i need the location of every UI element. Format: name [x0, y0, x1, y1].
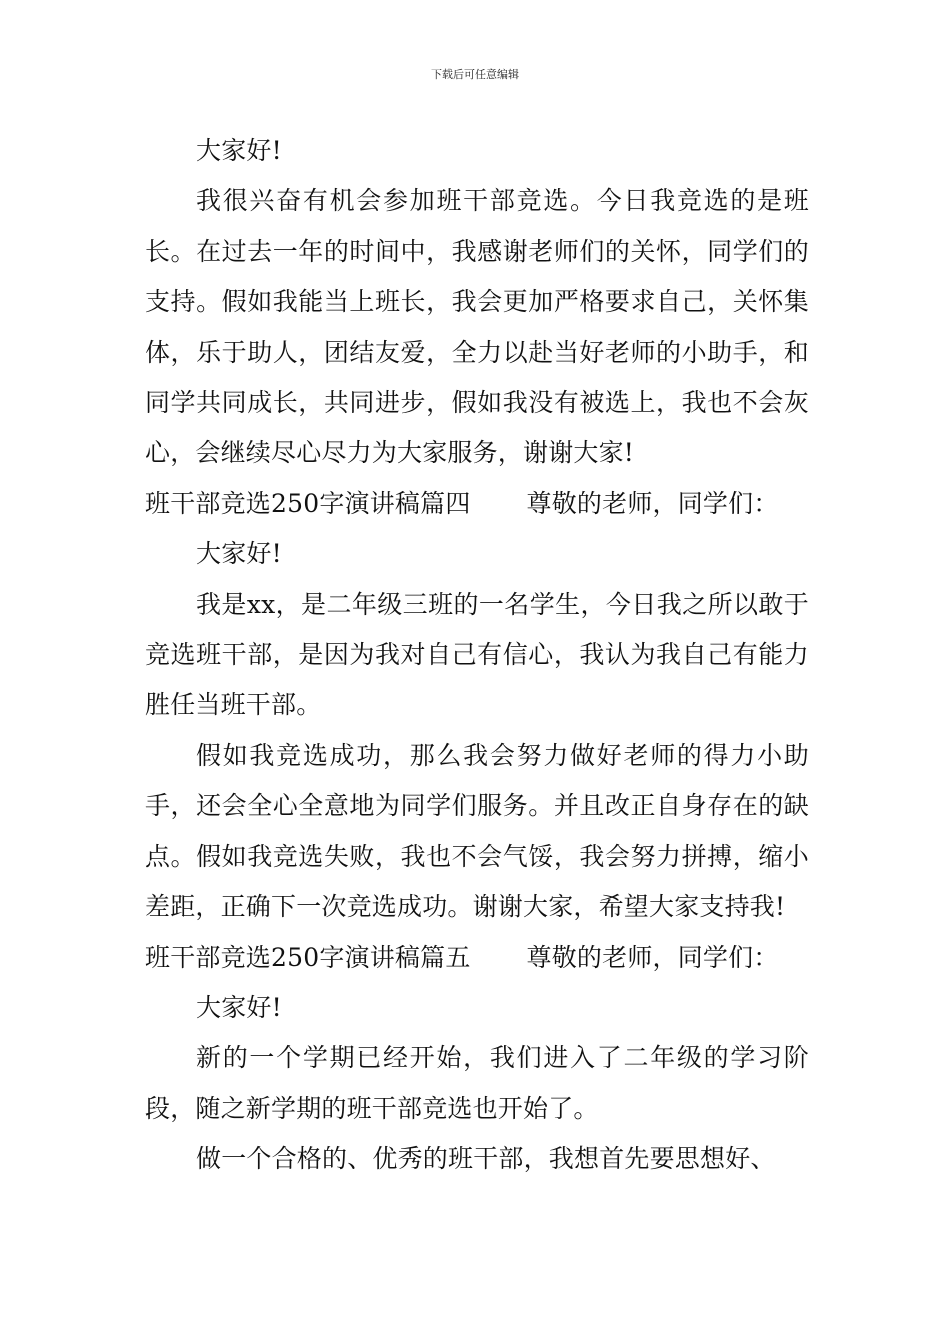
- paragraph-four-1: 我是xx，是二年级三班的一名学生，今日我之所以敢于竞选班干部，是因为我对自己有信心，我认为我自己有能力胜任当班干部。: [145, 589, 809, 720]
- section-heading-four: [145, 479, 809, 529]
- section-title-four: 班干部竞选250字演讲稿篇四: [145, 488, 471, 518]
- paragraph-four-2: 假如我竞选成功，那么我会努力做好老师的得力小助手，还会全心全意地为同学们服务。并且改正自身存在的缺点。假如我竞选失败，我也不会气馁，我会努力拼搏，缩小差距，正确下一次竞选成功。谢谢大家，希望大家支持我!: [145, 740, 809, 922]
- paragraph-five-2: 做一个合格的、优秀的班干部，我想首先要思想好、: [196, 1144, 776, 1174]
- greeting-five: 大家好!: [196, 992, 282, 1022]
- paragraph-prev-1: 我很兴奋有机会参加班干部竞选。今日我竞选的是班长。在过去一年的时间中，我感谢老师们的关怀，同学们的支持。假如我能当上班长，我会更加严格要求自己，关怀集体，乐于助人，团结友爱，全力以赴当好老师的小助手，和同学共同成长，共同进步，假如我没有被选上，我也不会灰心，会继续尽心尽力为大家服务，谢谢大家!: [145, 186, 809, 468]
- greeting-prev: 大家好!: [196, 136, 282, 165]
- greeting-four: 大家好!: [196, 539, 282, 569]
- document-body: [145, 126, 809, 1185]
- salutation-four: 尊敬的老师，同学们：: [526, 488, 779, 518]
- salutation-five: 尊敬的老师，同学们：: [526, 942, 779, 972]
- section-title-five: 班干部竞选250字演讲稿篇五: [145, 942, 471, 972]
- section-heading-five: [145, 933, 809, 983]
- page-header-note: 下载后可任意编辑: [431, 68, 519, 81]
- paragraph-five-1: 新的一个学期已经开始，我们进入了二年级的学习阶段，随之新学期的班干部竞选也开始了。: [145, 1043, 809, 1123]
